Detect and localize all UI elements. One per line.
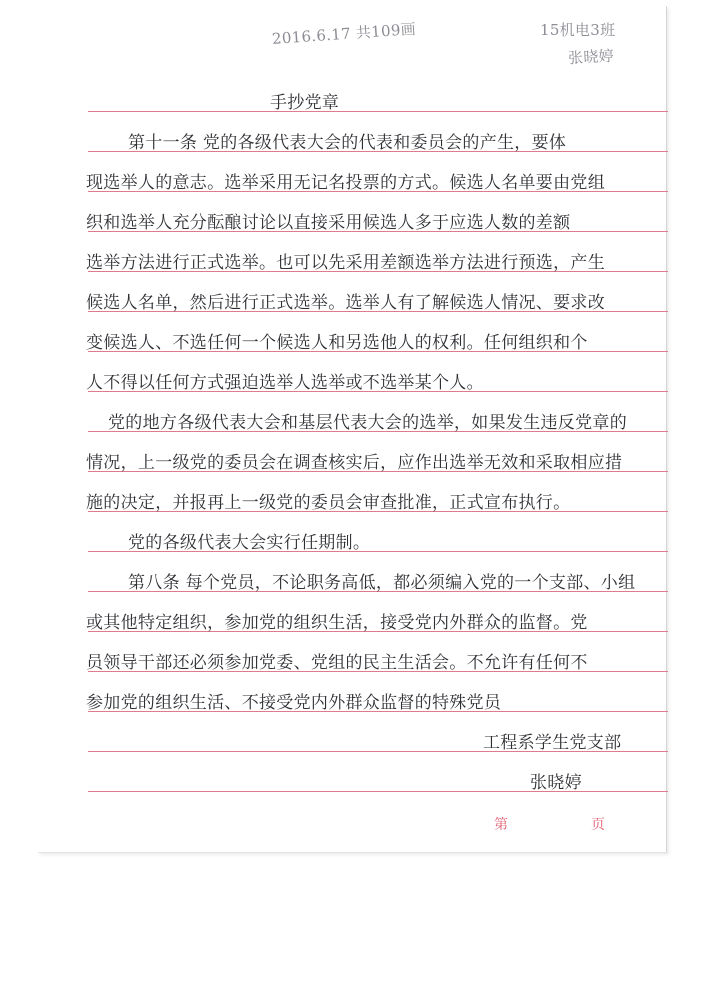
text-line: 现选举人的意志。选举采用无记名投票的方式。候选人名单要由党组	[86, 173, 605, 193]
text-line: 或其他特定组织，参加党的组织生活，接受党内外群众的监督。党	[86, 613, 588, 633]
document-title: 手抄党章	[270, 93, 340, 113]
date-note: 2016.6.17 共109画	[271, 19, 417, 48]
ruled-line	[88, 111, 668, 112]
text-line: 员领导干部还必须参加党委、党组的民主生活会。不允许有任何不	[86, 653, 588, 673]
text-line: 第十一条 党的各级代表大会的代表和委员会的产生，要体	[128, 133, 567, 153]
page-label-suffix: 页	[591, 817, 605, 833]
class-label: 15机电3班	[540, 21, 616, 39]
text-line: 人不得以任何方式强迫选举人选举或不选举某个人。	[86, 373, 484, 393]
text-line: 党的地方各级代表大会和基层代表大会的选举，如果发生违反党章的	[108, 413, 627, 433]
text-line: 施的决定，并报再上一级党的委员会审查批准，正式宣布执行。	[86, 493, 571, 513]
signature-name: 张晓婷	[530, 773, 582, 793]
text-line: 第八条 每个党员，不论职务高低，都必须编入党的一个支部、小组	[128, 573, 636, 593]
signature-org: 工程系学生党支部	[483, 733, 622, 753]
text-line: 织和选举人充分酝酿讨论以直接采用候选人多于应选人数的差额	[86, 213, 571, 233]
text-line: 候选人名单，然后进行正式选举。选举人有了解候选人情况、要求改	[86, 293, 605, 313]
text-line: 党的各级代表大会实行任期制。	[128, 533, 371, 553]
page-label-prefix: 第	[494, 817, 508, 833]
text-line: 情况，上一级党的委员会在调查核实后，应作出选举无效和采取相应措	[86, 453, 623, 473]
author-top: 张晓婷	[567, 46, 615, 68]
text-line: 变候选人、不选任何一个候选人和另选他人的权利。任何组织和个	[86, 333, 588, 353]
text-line: 参加党的组织生活、不接受党内外群众监督的特殊党员	[86, 693, 502, 713]
text-line: 选举方法进行正式选举。也可以先采用差额选举方法进行预选，产生	[86, 253, 605, 273]
